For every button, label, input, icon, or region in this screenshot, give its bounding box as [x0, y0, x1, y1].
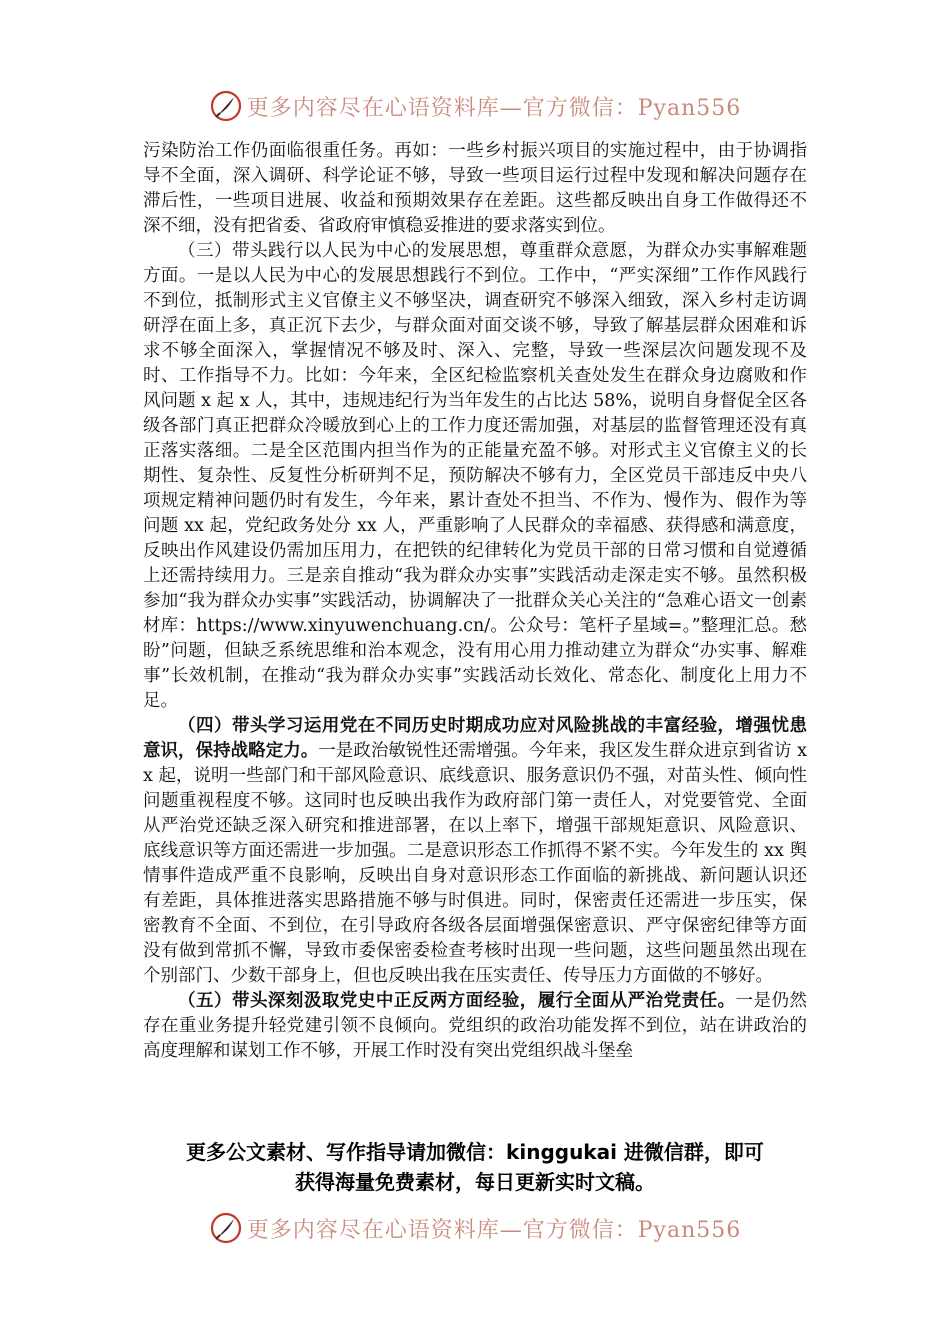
paragraph-text: 一是政治敏锐性还需增强。今年来，我区发生群众进京到省访 xx 起，说明一些部门和干部风险意识、底线意识、服务意识仍不强，对苗头性、倾向性问题重视程度不够。这同时也反映出我作为政府部门第一责任人，对党要管党、全面从严治党还缺乏深入研究和推进部署，在以上率下，增强干部规矩意识、风险意识、底线意识等方面还需进一步加强。二是意识形态工作抓得不紧不实。今年发生的 xx 舆情事件造成严重不良影响，反映出自身对意识形态工作面临的新挑战、新问题认识还有差距，具体推进落实思路措施不够与时俱进。同时，保密责任还需进一步压实，保密教育不全面、不到位，在引导政府各级各层面增强保密意识、严守保密纪律等方面没有做到常抓不懈，导致市委保密委检查考核时出现一些问题，这些问题虽然出现在个别部门、少数干部身上，但也反映出我在压实责任、传导压力方面做的不够好。 — [143, 741, 807, 986]
quill-logo-icon — [209, 1211, 243, 1245]
paragraph-text: （三）带头践行以人民为中心的发展思想，尊重群众意愿，为群众办实事解难题方面。一是以人民为中心的发展思想践行不到位。工作中，“严实深细”工作作风践行不到位，抵制形式主义官僚主义不够坚决，调查研究不够深入细致，深入乡村走访调研浮在面上多，真正沉下去少，与群众面对面交谈不够，导致了解基层群众困难和诉求不够全面深入，掌握情况不够及时、深入、完整，导致一些深层次问题发现不及时、工作指导不力。比如：今年来，全区纪检监察机关查处发生在群众身边腐败和作风问题 x 起 x 人，其中，违规违纪行为当年发生的占比达 58%，说明自身督促全区各级各部门真正把群众冷暖放到心上的工作力度还需加强，对基层的监督管理还没有真正落实落细。二是全区范围内担当作为的正能量充盈不够。对形式主义官僚主义的长期性、复杂性、反复性分析研判不足，预防解决不够有力，全区党员干部违反中央八项规定精神问题仍时有发生，今年来，累计查处不担当、不作为、慢作为、假作为等问题 xx 起，党纪政务处分 xx 人，严重影响了人民群众的幸福感、获得感和满意度，反映出作风建设仍需加压用力，在把铁的纪律转化为党员干部的日常习惯和自觉遵循上还需持续用力。三是亲自推动“我为群众办实事”实践活动走深走实不够。虽然积极参加“我为群众办实事”实践活动，协调解决了一批群众关心关注的“急难心语文一创素材库：https://www.xinyuwenchuang.cn/。公众号：笔杆子星域=。”整理汇总。愁盼”问题，但缺乏系统思维和治本观念，没有用心用力推动建立为群众“办实事、解难事”长效机制，在推动“我为群众办实事”实践活动长效化、常态化、制度化上用力不足。 — [143, 241, 807, 711]
paragraph-text: 一是仍然存在重业务提升轻党建引领不良倾向。党组织的政治功能发挥不到位，站在讲政治的高度理解和谋划工作不够，开展工作时没有突出党组织战斗堡垒 — [143, 991, 808, 1061]
paragraph — [143, 714, 807, 989]
wechat-promo — [140, 1137, 810, 1197]
paragraph — [143, 239, 807, 714]
document-body — [143, 139, 807, 1064]
paragraph-text: 污染防治工作仍面临很重任务。再如：一些乡村振兴项目的实施过程中，由于协调指导不全面，深入调研、科学论证不够，导致一些项目运行过程中发现和解决问题存在滞后性，一些项目进展、收益和预期效果存在差距。这些都反映出自身工作做得还不深不细，没有把省委、省政府审慎稳妥推进的要求落实到位。 — [143, 141, 807, 236]
quill-logo-icon — [209, 89, 243, 123]
footer-banner — [0, 1208, 950, 1248]
banner-text: 更多内容尽在心语资料库—官方微信：Pyan556 — [246, 95, 742, 121]
promo-line-1: 更多公文素材、写作指导请加微信：kinggukai 进微信群，即可 — [186, 1140, 764, 1164]
section-heading: （五）带头深刻汲取党史中正反两方面经验，履行全面从严治党责任。 — [178, 991, 736, 1011]
paragraph — [143, 989, 807, 1064]
promo-line-2: 获得海量免费素材，每日更新实时文稿。 — [295, 1170, 655, 1194]
section-heading: （四）带头学习运用党在不同历史时期成功应对风险挑战的丰富经验，增强忧患意识，保持战略定力。 — [143, 716, 807, 761]
header-banner — [0, 86, 950, 126]
paragraph — [143, 139, 807, 239]
banner-text: 更多内容尽在心语资料库—官方微信：Pyan556 — [246, 1217, 742, 1243]
